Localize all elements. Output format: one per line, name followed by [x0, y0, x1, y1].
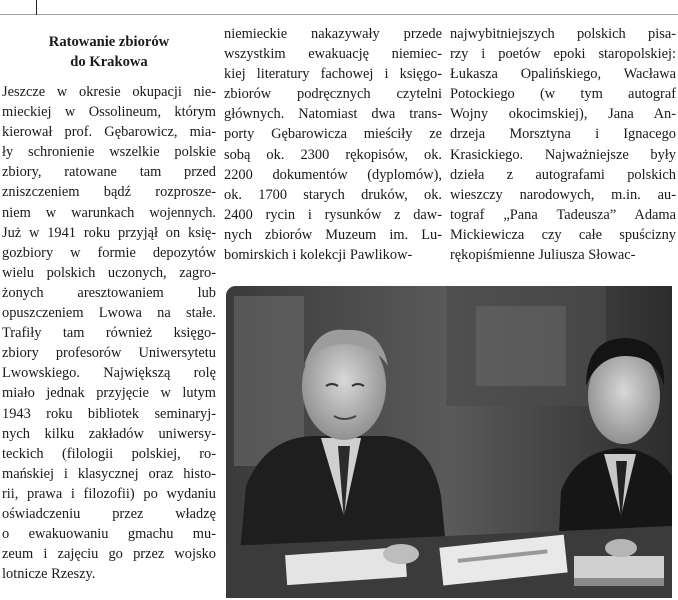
- text-line: dzieła z autografami polskich: [450, 166, 676, 183]
- text-line: nych zbiorów Muzeum im. Lu-: [224, 226, 442, 243]
- text-line: porty Gębarowicza mieściły ze: [224, 126, 442, 143]
- text-column-2: [224, 24, 442, 265]
- text-line: Potockiego (w tym autograf: [450, 86, 676, 103]
- text-line: rzy i poetów epoki staropolskiej:: [450, 46, 676, 63]
- text-line: najwybitniejszych polskich pisa-: [450, 26, 676, 42]
- text-line: miało jednak przyjęcie w lutym: [2, 385, 216, 402]
- text-line: Jeszcze w okresie okupacji nie-: [2, 84, 216, 100]
- text-line: głównych. Natomiast dwa trans-: [224, 106, 442, 123]
- text-line: drzeja Morsztyna i Ignacego: [450, 126, 676, 143]
- text-line: wszystkim ewakuację niemiec-: [224, 46, 442, 63]
- text-line: nych kilku zakładów uniwersy-: [2, 425, 216, 442]
- column-2-body: [224, 24, 442, 265]
- header-tick-mark: [36, 0, 37, 15]
- text-line: teckich (filologii polskiej, ro-: [2, 445, 216, 462]
- text-line: mieckiej w Ossolineum, którym: [2, 104, 216, 121]
- column-1-body: [2, 82, 216, 584]
- text-line: zbiory profesorów Uniwersytetu: [2, 345, 216, 362]
- text-line: zbiory, ratowane tam przed: [2, 164, 216, 181]
- text-line: gozbiory w formie depozytów: [2, 244, 216, 261]
- top-header-rule: [0, 0, 678, 15]
- text-column-1: [2, 24, 216, 584]
- text-line: rii, prawa i filozofii) po wydaniu: [2, 485, 216, 502]
- text-line: sobą ok. 2300 rękopisów, ok.: [224, 146, 442, 163]
- text-line: kierował prof. Gębarowicz, mia-: [2, 124, 216, 141]
- article-title: [2, 32, 216, 72]
- text-line: rękopiśmienne Juliusza Słowac-: [450, 247, 636, 264]
- text-line: niem w warunkach wojennych.: [2, 204, 216, 221]
- text-line: Trafiły tam również księgo-: [2, 325, 216, 342]
- text-column-3: [450, 24, 676, 265]
- text-line: oświadczeniu przez władzę: [2, 505, 216, 522]
- text-line: kiej literatury fachowej i księgo-: [224, 66, 442, 83]
- text-line: Wojny okocimskiej), Jana An-: [450, 106, 676, 123]
- text-line: 2400 rycin i rysunków z daw-: [224, 206, 442, 223]
- article-title-line: do Krakowa: [70, 54, 148, 70]
- text-line: bomirskich i kolekcji Pawlikow-: [224, 247, 413, 264]
- text-line: niemieckie nakazywały przede: [224, 26, 442, 42]
- text-line: mańskiej i klasycznej oraz histo-: [2, 465, 216, 482]
- text-line: wieszczy narodowych, m.in. au-: [450, 186, 676, 203]
- text-line: ły schronienie wszelkie polskie: [2, 144, 216, 161]
- text-line: zniszczeniem bądź rozprosze-: [2, 184, 216, 201]
- text-line: wielu polskich uczonych, zagro-: [2, 264, 216, 281]
- article-title-line: Ratowanie zbiorów: [48, 34, 170, 50]
- text-line: lotnicze Rzeszy.: [2, 566, 96, 583]
- text-line: Krasickiego. Najważniejsze były: [450, 146, 676, 163]
- text-line: Już w 1941 roku przyjął on księ-: [2, 224, 216, 241]
- text-line: zbiorów podręcznych czytelni: [224, 86, 442, 103]
- text-line: zeum i zajęciu go przez wojsko: [2, 546, 216, 563]
- column-3-body: [450, 24, 676, 265]
- text-line: opuszczeniem Lwowa na stałe.: [2, 305, 216, 322]
- archival-photograph: [226, 286, 672, 598]
- text-line: 1943 roku bibliotek seminaryj-: [2, 405, 216, 422]
- text-line: 2200 dokumentów (dyplomów),: [224, 166, 442, 183]
- text-line: żonych aresztowaniem lub: [2, 284, 216, 301]
- text-line: o ewakuowaniu gmachu mu-: [2, 526, 216, 543]
- text-line: ok. 1700 starych druków, ok.: [224, 186, 442, 203]
- text-line: tograf „Pana Tadeusza” Adama: [450, 206, 676, 223]
- text-line: Łukasza Opalińskiego, Wacława: [450, 66, 676, 83]
- text-line: Mickiewicza czy całe spuścizny: [450, 226, 676, 243]
- text-line: Lwowskiego. Największą rolę: [2, 365, 216, 382]
